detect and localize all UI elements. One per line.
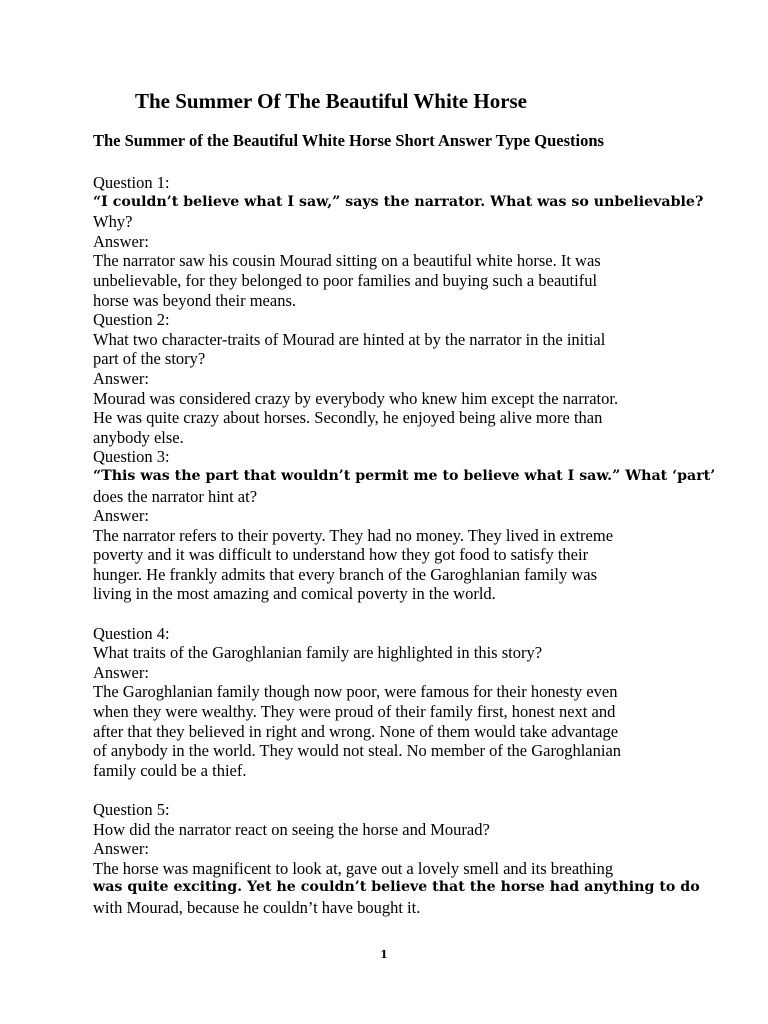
answer-text: when they were wealthy. They were proud of their family first, honest next and bbox=[93, 702, 616, 722]
question-label: Question 1: bbox=[93, 173, 170, 192]
question-block-2 bbox=[93, 310, 683, 447]
answer-text: of anybody in the world. They would not steal. No member of the Garoghlanian bbox=[93, 741, 622, 761]
answer-text: living in the most amazing and comical poverty in the world. bbox=[93, 584, 496, 604]
question-text: Why? bbox=[93, 212, 133, 232]
answer-text: family could be a thief. bbox=[93, 760, 247, 780]
question-label: Question 3: bbox=[93, 447, 170, 467]
question-block-3 bbox=[93, 447, 716, 604]
answer-label: Answer: bbox=[93, 662, 149, 682]
document-page bbox=[93, 86, 716, 918]
answer-text: The narrator saw his cousin Mourad sitting on a beautiful white horse. It was bbox=[93, 251, 601, 271]
question-text: part of the story? bbox=[93, 349, 206, 369]
page-number: 1 bbox=[380, 948, 388, 961]
answer-label: Answer: bbox=[93, 368, 149, 388]
answer-text: anybody else. bbox=[93, 427, 184, 447]
answer-text: poverty and it was difficult to understand how they got food to satisfy their bbox=[93, 545, 589, 565]
answer-text: horse was beyond their means. bbox=[93, 290, 296, 310]
question-block-1 bbox=[93, 173, 704, 310]
answer-text: Mourad was considered crazy by everybody who knew him except the narrator. bbox=[93, 388, 619, 408]
question-label: Question 5: bbox=[93, 800, 170, 819]
question-block-5 bbox=[93, 800, 700, 918]
question-text: “I couldn’t believe what I saw,” says the narrator. What was so unbelievable? bbox=[93, 193, 704, 210]
question-text: What two character-traits of Mourad are hinted at by the narrator in the initial bbox=[93, 329, 606, 349]
question-text: “This was the part that wouldn’t permit me to believe what I saw.” What ‘part’ bbox=[93, 467, 716, 484]
question-list bbox=[93, 173, 716, 918]
answer-label: Answer: bbox=[93, 231, 149, 251]
question-text: What traits of the Garoghlanian family are highlighted in this story? bbox=[93, 643, 543, 663]
answer-text: The horse was magnificent to look at, gave out a lovely smell and its breathing bbox=[93, 858, 614, 878]
answer-text: hunger. He frankly admits that every branch of the Garoghlanian family was bbox=[93, 564, 597, 584]
document-subtitle: The Summer of the Beautiful White Horse Short Answer Type Questions bbox=[93, 131, 604, 150]
answer-text: The narrator refers to their poverty. They had no money. They lived in extreme bbox=[93, 525, 614, 545]
answer-text: He was quite crazy about horses. Secondly, he enjoyed being alive more than bbox=[93, 408, 603, 428]
answer-label: Answer: bbox=[93, 506, 149, 526]
answer-text: The Garoghlanian family though now poor, were famous for their honesty even bbox=[93, 682, 618, 702]
question-block-4 bbox=[93, 624, 683, 781]
answer-text: was quite exciting. Yet he couldn’t believe that the horse had anything to do bbox=[93, 879, 700, 896]
question-label: Question 4: bbox=[93, 623, 170, 643]
question-text: How did the narrator react on seeing the horse and Mourad? bbox=[93, 819, 490, 839]
answer-text: unbelievable, for they belonged to poor families and buying such a beautiful bbox=[93, 270, 598, 290]
question-label: Question 2: bbox=[93, 310, 170, 330]
answer-text: with Mourad, because he couldn’t have bought it. bbox=[93, 897, 421, 917]
answer-label: Answer: bbox=[93, 839, 149, 859]
document-title: The Summer Of The Beautiful White Horse bbox=[135, 89, 528, 113]
answer-text: after that they believed in right and wrong. None of them would take advantage bbox=[93, 721, 619, 741]
question-text: does the narrator hint at? bbox=[93, 486, 258, 506]
